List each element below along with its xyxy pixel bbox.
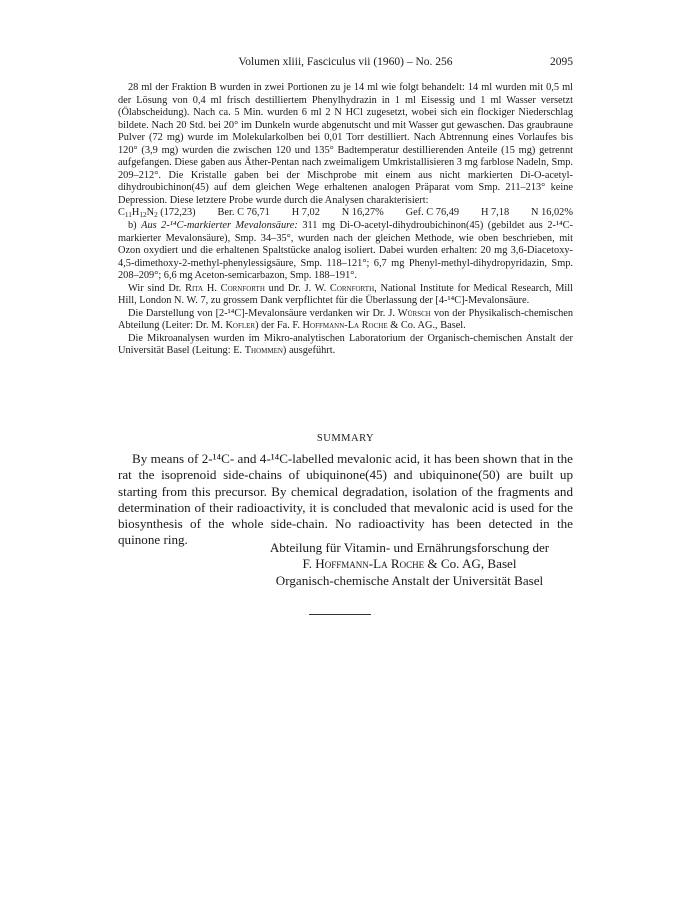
affiliation-line-2: F. Hoffmann-La Roche & Co. AG, Basel: [302, 556, 517, 572]
page-number: 2095: [550, 56, 573, 68]
person-name: Kofler: [225, 320, 256, 332]
person-name: J. Würsch: [388, 307, 431, 319]
running-title: Volumen xliii, Fasciculus vii (1960) – No. 256: [238, 56, 453, 68]
company-name: Hoffmann-La Roche: [302, 320, 388, 332]
paragraph-acknowledgement-wuersch: Die Darstellung von [2-¹⁴C]-Mevalonsäure verdanken wir Dr. J. Würsch von der Physikalisch-chemischen Abteilung (Leiter: Dr. M. Kofler) der Fa. F. Hoffmann-La Roche & Co. AG., Basel.: [118, 307, 574, 332]
page-header: [118, 56, 573, 72]
calculated-c: Ber. C 76,71: [217, 207, 270, 219]
paragraph-fraction-b: 28 ml der Fraktion B wurden in zwei Portionen zu je 14 ml wie folgt behandelt: 14 ml wurden mit 0,5 ml der Lösung von 0,4 ml frisch destilliertem Phenylhydrazin in 1 ml Eisessig und 1 ml Wasser versetzt (Ölabscheidung). Nach ca. 5 Min. wurden 6 ml 2 N HCl zugesetzt, wobei sich ein flockiger Niederschlag bildete. Nach 20 Std. bei 20° im Dunkeln wurde abgenutscht und mit Wasser gut gewaschen. Das graubraune Pulver (72 mg) wurde im Molekularkolben bei 0,01 Torr destilliert. Nach Abtrennung eines Vorlaufes bis 120° (3,9 mg) wurden die zwischen 120 und 135° Badtemperatur destillierenden Anteile (15 mg) getrennt aufgefangen. Diese gaben aus Äther-Pentan nach zweimaligem Umkristallisieren 3 mg farblose Nadeln, Smp. 209–212°. Die Kristalle gaben bei der Mischprobe mit einem aus nicht markierten Di-O-acetyl-dihydroubichinon(45) auf dem gleichen Wege erhaltenen analogen Präparat vom Smp. 211–213° keine Depression. Diese letztere Probe wurde durch die Analysen charakterisiert:: [118, 82, 573, 206]
person-name: Rita H. Cornforth: [185, 282, 265, 294]
paragraph-mevalonic-2c14: b) Aus 2-¹⁴C-markierter Mevalonsäure: 311 mg Di-O-acetyl-dihydroubichinon(45) (gebildet aus 2-¹⁴C-markierter Mevalonsäure), Smp. 34–35°, wurden nach der gleichen Methode, wie oben beschrieben, mit Ozon oxydiert und die erhaltenen Spaltstücke analog isoliert. Dabei wurden erhalten: 20 mg 3,6-Diacetoxy-4,5-dimethoxy-2-methyl-phenylessigsäure, Smp. 118–121°; 6,7 mg Phenyl-methyl-dihydropyridazin, Smp. 208–209°; 6,6 mg Aceton-semicarbazon, Smp. 188–191°.: [118, 220, 574, 282]
summary-section: [118, 451, 573, 549]
found-h: H 7,18: [480, 207, 510, 219]
molecular-formula: $C_{11}H_{12}N_2$ (172,23): [118, 207, 196, 220]
found-n: N 16,02%: [531, 207, 573, 219]
affiliation-block: [246, 540, 573, 589]
calculated-n: N 16,27%: [341, 207, 384, 219]
summary-text: By means of 2-¹⁴C- and 4-¹⁴C-labelled mevalonic acid, it has been shown that in the rat the isoprenoid side-chains of ubiquinone(45) and ubiquinone(50) are built up starting from this precursor. By chemical degradation, isolation of the fragments and determination of their radioactivity, it is concluded that mevalonic acid is used for the biosynthesis of the whole side-chain. No radioactivity has been detected in the quinone ring.: [118, 451, 573, 548]
calculated-h: H 7,02: [291, 207, 320, 219]
analysis-line: [118, 207, 573, 220]
found-c: Gef. C 76,49: [405, 207, 460, 219]
paragraph-acknowledgement-cornforth: Wir sind Dr. Rita H. Cornforth und Dr. J. W. Cornforth, National Institute for Medical Research, Mill Hill, London N. W. 7, zu grossem Dank verpflichtet für die Überlassung der [4-¹⁴C]-Mevalonsäure.: [118, 282, 574, 307]
experimental-text: [118, 82, 573, 358]
person-name: J. W. Cornforth: [304, 282, 375, 294]
summary-heading: SUMMARY: [316, 433, 375, 444]
affiliation-line-3: Organisch-chemische Anstalt der Universität Basel: [275, 572, 544, 588]
person-name: Thommen: [244, 345, 283, 357]
company-name: Hoffmann-La Roche: [315, 556, 425, 572]
end-rule-divider: [309, 614, 371, 615]
affiliation-line-1: Abteilung für Vitamin- und Ernährungsforschung der: [269, 540, 550, 555]
paragraph-microanalysis: Die Mikroanalysen wurden im Mikro-analytischen Laboratorium der Organisch-chemischen Anstalt der Universität Basel (Leitung: E. Thommen) ausgeführt.: [118, 332, 573, 357]
